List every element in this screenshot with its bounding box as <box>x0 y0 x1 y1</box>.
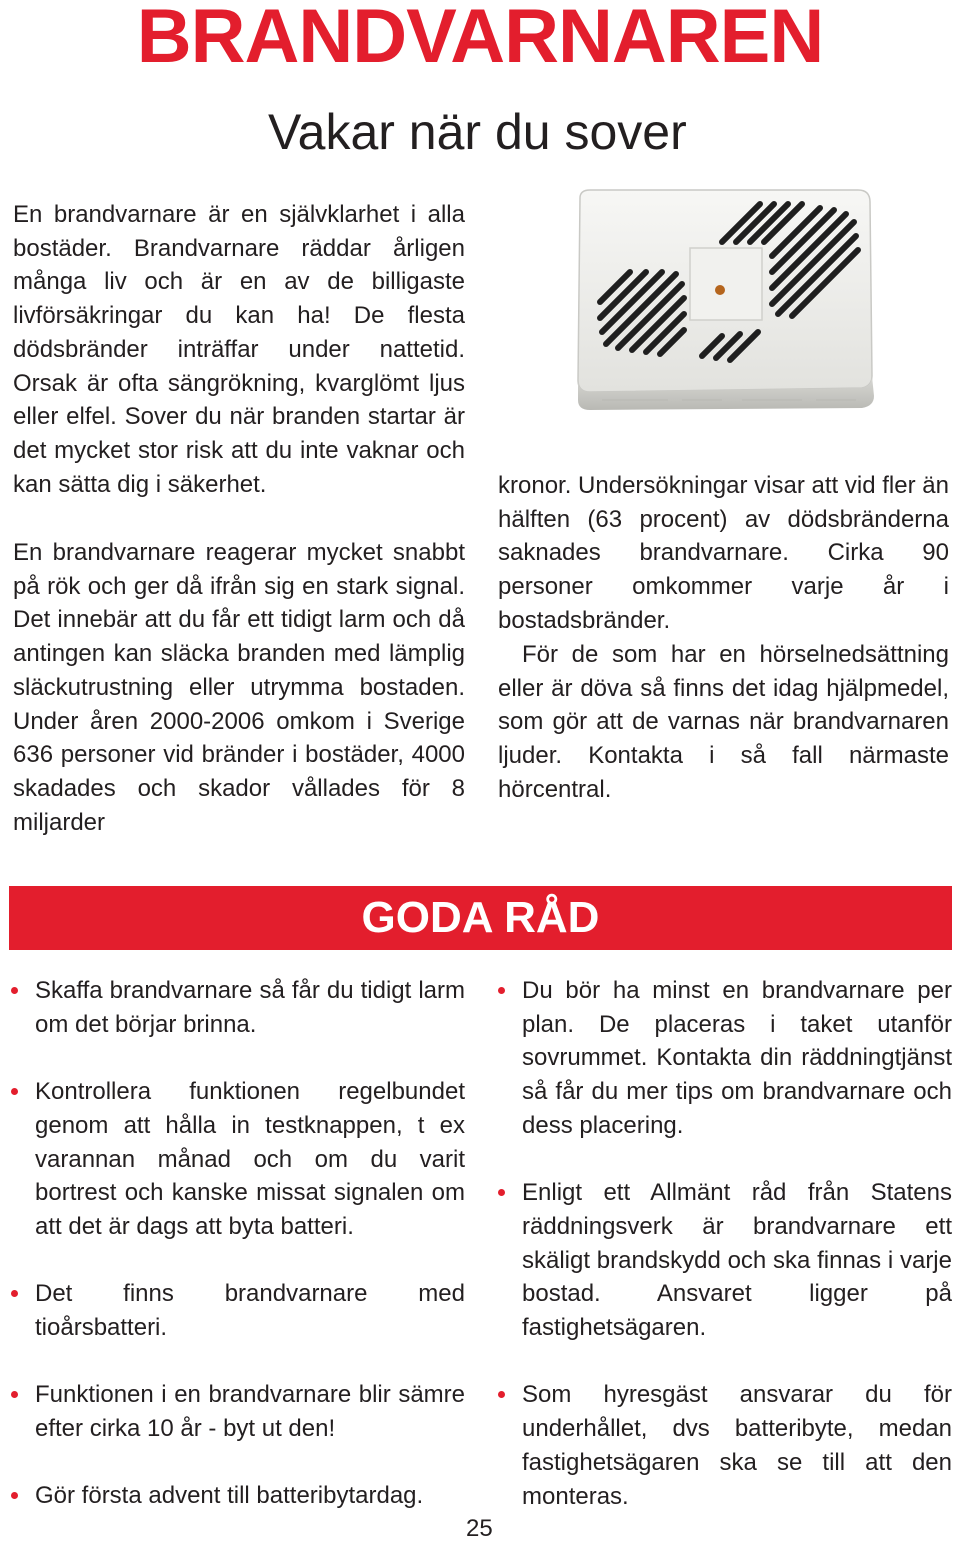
intro-paragraph-2: En brandvarnare reagerar mycket snabbt på rök och ger då ifrån sig en stark signal. Det innebär att du får ett tidigt larm och då antingen kan släcka branden med lämplig släckutrustning eller utrymma bostaden. Under åren 2000-2006 omkom i Sverige 636 personer vid bränder i bostäder, 4000 skadades och skador vållades för 8 miljarder <box>13 539 465 836</box>
tips-list-left <box>11 974 465 1513</box>
bullet-icon <box>11 987 18 994</box>
list-item: Skaffa brandvarnare så får du tidigt larm om det börjar brinna. <box>11 974 465 1041</box>
page-subtitle: Vakar när du sover <box>268 104 687 160</box>
page-number: 25 <box>466 1515 493 1542</box>
bullet-icon <box>11 1290 18 1297</box>
tips-banner <box>9 886 952 950</box>
list-item: Enligt ett Allmänt råd från Statens räddningsverk är brandvarnare ett skäligt brandskydd och ska finnas i varje bostad. Ansvaret ligger på fastighetsägaren. <box>498 1176 952 1345</box>
smoke-detector-image <box>572 186 880 418</box>
bullet-icon <box>498 1391 505 1398</box>
bullet-icon <box>498 987 505 994</box>
list-item: Det finns brandvarnare med tioårsbatteri. <box>11 1277 465 1344</box>
list-item: Funktionen i en brandvarnare blir sämre efter cirka 10 år - byt ut den! <box>11 1378 465 1445</box>
bullet-icon <box>498 1189 505 1196</box>
tips-list-right <box>498 974 952 1513</box>
bullet-icon <box>11 1492 18 1499</box>
list-item: Som hyresgäst ansvarar du för underhållet, dvs batteribyte, medan fastighetsägaren ska se till att den monteras. <box>498 1378 952 1513</box>
list-item: Gör första advent till batteribytardag. <box>11 1479 465 1513</box>
intro-paragraph-4: För de som har en hörselnedsättning eller är döva så finns det idag hjälpmedel, som gör att de varnas när brandvarnaren ljuder. Kontakta i så fall närmaste hörcentral. <box>498 641 949 803</box>
intro-paragraph-1: En brandvarnare är en självklarhet i alla bostäder. Brandvarnare räddar årligen många liv och är en av de billigaste livförsäkringar du kan ha! De flesta dödsbränder inträffar under nattetid. Orsak är ofta sängrökning, kvarglömt ljus eller elfel. Sover du när branden startar är det mycket stor risk att du inte vaknar och kan sätta dig i säkerhet. <box>13 201 465 498</box>
page-title: BRANDVARNAREN <box>136 0 824 79</box>
tips-heading: GODA RÅD <box>361 893 600 942</box>
bullet-icon <box>11 1391 18 1398</box>
intro-paragraph-3: kronor. Undersökningar visar att vid fler än hälften (63 procent) av dödsbränderna saknades brandvarnare. Cirka 90 personer omkommer varje år i bostadsbränder. <box>498 472 949 634</box>
bullet-icon <box>11 1088 18 1095</box>
list-item: Kontrollera funktionen regelbundet genom att hålla in testknappen, t ex varannan månad och om du varit bortrest och kanske missat signalen om att det är dags att byta batteri. <box>11 1075 465 1244</box>
list-item: Du bör ha minst en brandvarnare per plan. De placeras i taket utanför sovrummet. Kontakta din räddningtjänst så får du mer tips om brandvarnare och dess placering. <box>498 974 952 1143</box>
